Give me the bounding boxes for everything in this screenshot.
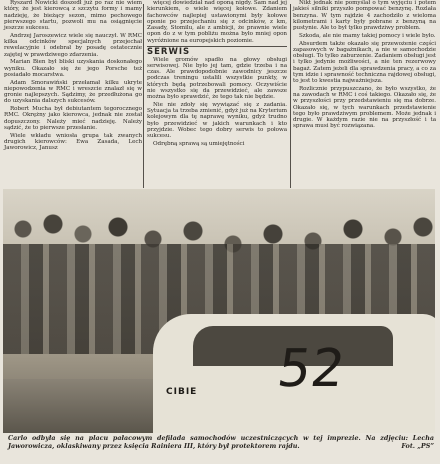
caption-text: Carlo odbyła się na placu pałacowym defilada samochodów uczestniczących w tej imprezie. Na zdjęciu: Lecha Jaworowicza, oklaskiwany przez księcia Rainiera III, który był protektorem rajdu. bbox=[8, 434, 434, 450]
photo-caption bbox=[8, 435, 434, 450]
paragraph: Andrzej Jaroszewicz wiele się nauczył. W RMC kilka odcinków specjalnych przejechał rewelacyjnie i odebrał by posadę ostatecznie zajętej w prawdziwego zdarzenia. bbox=[4, 32, 142, 58]
section-divider bbox=[147, 46, 287, 47]
paragraph: Nie nie zdoły się wywiązać się z zadania. Sytuacja ta trzeba zmienić, gdyż już na Kryterium kolejowym dla tę naprawę wyniku, gdyż trudno było przewidzieć w jakich warunkach i kto przyjdzie. Wobec tego dobry serwis to połowa sukcesu. bbox=[147, 101, 287, 139]
rally-photo bbox=[3, 189, 435, 433]
paragraph: Marian Bien był bliski uzyskania doskonałego wyniku. Okazało się że jego Porsche też posiadało mocarstwa. bbox=[4, 59, 142, 78]
paragraph: Absurdem także okazało się przewożenie części zapasowych w bagażnikach, a nie w samochodzie obsługi. To tylko zaburzenie. Zadaniem obsługi jest i tylko jedynie możliwości, a nie ten rezerwowy bagaż. Zatem jeżeli dla sprawdzenia pracy, a co za tym idzie i sprawność techniczna rajdowej obsługi, to jest to kwestia najważniejsza. bbox=[293, 40, 436, 84]
paragraph: Odrębną sprawą są umiejętności bbox=[153, 140, 245, 147]
column-divider bbox=[143, 4, 144, 188]
car-sponsor-plate: CIBIE bbox=[166, 387, 198, 397]
article-column-3 bbox=[293, 0, 436, 131]
section-heading: SERWIS bbox=[147, 46, 191, 57]
article-column-2 bbox=[147, 0, 287, 149]
column-divider bbox=[290, 4, 291, 188]
photo-credit: Fot. „PS” bbox=[401, 441, 434, 450]
car-number: 52 bbox=[273, 339, 349, 399]
article-column-1 bbox=[4, 0, 142, 153]
paragraph: Ryszard Nowicki doszedł już po raz nie wiem który, że jest kierowcą z szczytu formy i mamy nadzieję, że bieżący sezon, mimo pechowego pierwszego startu, pozwoli mu na osiągnięcie jeszcze sukcesu. bbox=[4, 0, 142, 31]
paragraph: Nikt jednak nie pomyślał o tym wyjęciu i potem jakieś silniki przyszło pompować benzynę. Rozlała benzyna. W tym rajdzie 4 zachodziło z wieloma kilometrami i karty były pobrane z benzyną na pustynie. Ale to był tylko prawdziwy problem. bbox=[293, 0, 436, 31]
paragraph: Wiele gromów spadło na głowy obsługi serwisowej. Nie było jej tam, gdzie trzeba i na czas. Ale prawdopodobnie zawodnicy jeszcze podczas treningu ustalili wszystkie punkty, w których będą potrzebowali pomocy. Oczywiście nie wszystko się da przewidzieć, ale zawsze można było sprawdzić, że tego tak nie będzie. bbox=[147, 56, 287, 100]
paragraph: Robert Mucha był debiutantem tegorocznego RMC. Okrężny jako kierowca, jednak nie został dopuszczony. Należy mieć nadzieję. Należy sądzić, że to pierwsze przesłanie. bbox=[4, 106, 142, 131]
paragraph: Rozlicznie przypuszczano, że było wszystko, że na zawodach w RMC i coś takiego. Okazało się, że w przyszłości przy przedstawieniu się ma dobrze. Okazało się, w tych warunkach przedstawienie tego było prawdziwym problemem. Może jednak i drugie. W każdym razie nie na przyszłość i ta sprawa musi być rozwiązana. bbox=[293, 85, 436, 130]
paragraph: Szkoda, ale nie mamy takiej pomocy i wiele było. bbox=[299, 32, 436, 39]
paragraph: Wiele wkładu wniosła grupa tak zwanych drugich kierowców: Ewa Zasada, Lech Jaworowicz, Janusz bbox=[4, 132, 142, 151]
paragraph: Adam Smorawiński przełamał kilku ukryte niepowodzenia w RMC i wreszcie znalazł się w gronie najlepszych. Sądzimy, że przedłużona go do uzyskania dalszych sukcesów. bbox=[4, 79, 142, 105]
paragraph: więcej dowiedział nad oponą nigdy. Sam nad jej kierunkiem, o wiele więcej kołowe. Zdaniem fachowców najlepiej ustawionymi były kołowe oponie po przejechaniu się z odcinków, z km, Zasady, Stomilu, ale z ambicji, że prawnie wiele opon do z w tym pobliżu można było mniej opon wyróżnione na europejskich poziomie. bbox=[147, 0, 287, 44]
